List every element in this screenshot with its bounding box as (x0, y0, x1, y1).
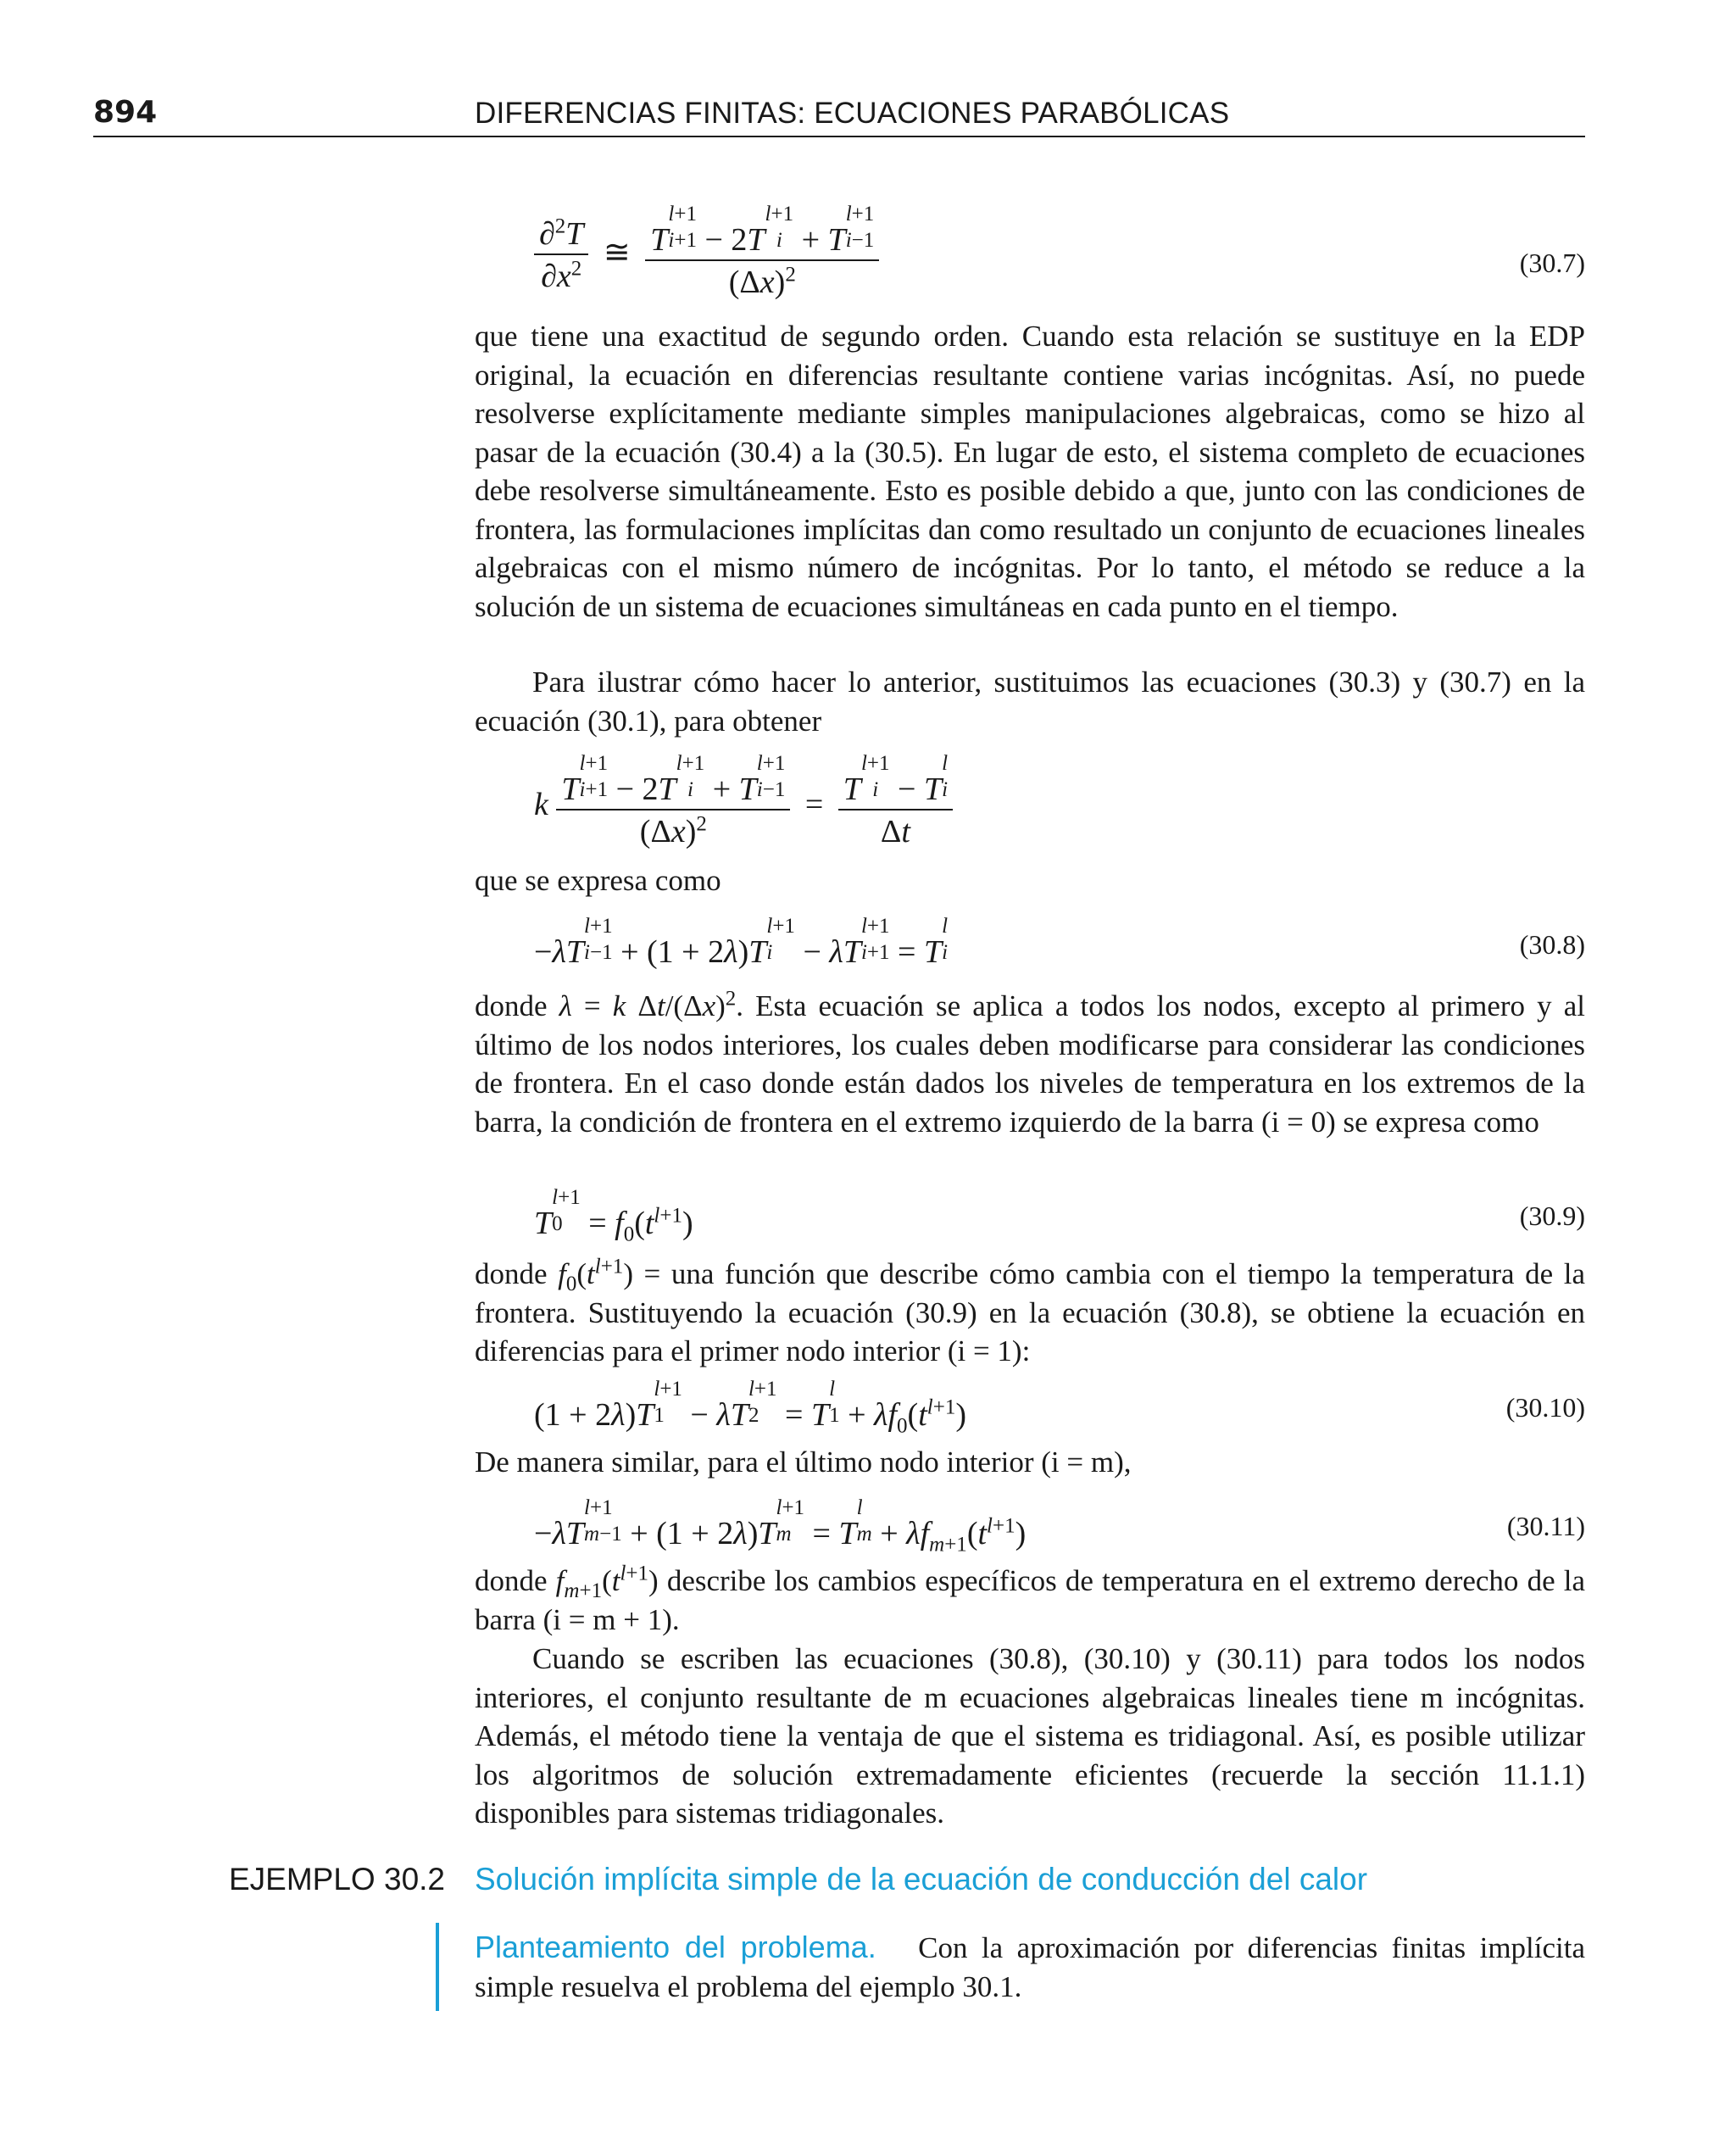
equation-number-30-10: (30.10) (1505, 1392, 1585, 1423)
example-label: EJEMPLO 30.2 (229, 1862, 446, 1897)
paragraph-7-text: ) describe los cambios específicos de temperatura en el extremo derecho de la barra (i = m + 1). (475, 1564, 1585, 1636)
paragraph-3: que se expresa como (475, 864, 721, 897)
equation-30-10: (1 + 2λ)T l+1 1 − λT l+1 2 = T l 1 + $\lambda f_0(t^{l+1})$ (534, 1378, 966, 1438)
header-rule (93, 136, 1585, 137)
paragraph-6: De manera similar, para el último nodo interior (i = m), (475, 1445, 1132, 1479)
running-header-title: DIFERENCIAS FINITAS: ECUACIONES PARABÓLICAS (475, 97, 1230, 130)
spatial-difference-fraction: T l+1 i+1 − 2T l+1 i + T l+1 i−1 $(\Delta x)^2$ (556, 761, 790, 848)
central-difference-fraction: T l+1 i+1 − 2T l+1 i + T l+1 i−1 $(\Delta x)^2$ (645, 212, 879, 298)
problem-statement-heading: Planteamiento del problema. (475, 1930, 876, 1964)
paragraph-4: donde λ = k $\Delta t/(\Delta x)^2$. Esta ecuación se aplica a todos los nodos, excepto al primero y al último de los nodos interiores, los cuales deben modificarse para considerar las condiciones de frontera. En el caso donde están dados los niveles de temperatura en los extremos de la barra, la condición de frontera en el extremo izquierdo de la barra (i = 0) se expresa como (475, 987, 1585, 1139)
equation-number-30-11: (30.11) (1506, 1511, 1585, 1541)
paragraph-5: donde $f_0(t^{l+1})$ = una función que describe cómo cambia con el tiempo la temperatura de la frontera. Sustituyendo la ecuación (30.9) en la ecuación (30.8), se obtiene la ecuación en diferencias para el primer nodo interior (i = 1): (475, 1255, 1585, 1367)
equation-number-30-8: (30.8) (1519, 929, 1585, 960)
equation-implicit-substitution: k T l+1 i+1 − 2T l+1 i + T l+1 i−1 $(\Delta x)^2$ = T l+1 i − T l i Δt (534, 761, 953, 848)
time-difference-fraction: T l+1 i − T l i Δt (838, 761, 953, 848)
equation-30-7: $\frac{\partial^2T}{\partial x^2}$ ≅ T l+1 i+1 − 2T l+1 i + T l+1 i−1 $(\Delta x)^2$ (534, 212, 879, 298)
equation-30-8: −λT l+1 i−1 + (1 + 2λ)T l+1 i − λT l+1 i+1 = T l i (534, 915, 949, 970)
paragraph-1: que tiene una exactitud de segundo orden. Cuando esta relación se sustituye en la EDP original, la ecuación en diferencias resultante contiene varias incógnitas. Así, no puede resolverse explícitamente mediante simples manipulaciones algebraicas, como se hizo al pasar de la ecuación (30.4) a la (30.5). En lugar de esto, el sistema completo de ecuaciones debe resolverse simultáneamente. Esto es posible debido a que, junto con las condiciones de frontera, las formulaciones implícitas dan como resultado un conjunto de ecuaciones lineales algebraicas con el mismo número de incógnitas. Por lo tanto, el método se reduce a la solución de un sistema de ecuaciones simultáneas en cada punto en el tiempo. (475, 320, 1585, 623)
paragraph-7: donde $f_{m+1}(t^{l+1})$ describe los cambios específicos de temperatura en el extremo derecho de la barra (i = m + 1). (475, 1562, 1585, 1636)
equation-number-30-9: (30.9) (1519, 1200, 1585, 1231)
paragraph-8: Cuando se escriben las ecuaciones (30.8), (30.10) y (30.11) para todos los nodos interiores, el conjunto resultante de m ecuaciones algebraicas lineales tiene m incógnitas. Además, el método tiene la ventaja de que el sistema es tridiagonal. Así, es posible utilizar los algoritmos de solución extremadamente eficientes (recuerde la sección 11.1.1) disponibles para sistemas tridiagonales. (475, 1642, 1585, 1830)
paragraph-2: Para ilustrar cómo hacer lo anterior, sustituimos las ecuaciones (30.3) y (30.7) en la ecuación (30.1), para obtener (475, 666, 1585, 738)
paragraph-5-text: ) = una función que describe cómo cambia con el tiempo la temperatura de la frontera. Sustituyendo la ecuación (30.9) en la ecuación (30.8), se obtiene la ecuación en diferencias para el primer nodo interior (i = 1): (475, 1257, 1585, 1367)
example-accent-bar (436, 1923, 439, 2011)
equation-30-9: T l+1 0 = $f_0(t^{l+1})$ (534, 1186, 693, 1246)
second-derivative-fraction: $\frac{\partial^2T}{\partial x^2}$ (534, 218, 588, 292)
problem-statement-body: Con la aproximación por diferencias finitas implícita simple resuelva el problema del ejemplo 30.1. (475, 1931, 1586, 2003)
equation-30-11: −λT l+1 m−1 + (1 + 2λ)T l+1 m = T l m + $\lambda f_{m+1}(t^{l+1})$ (534, 1496, 1027, 1557)
example-title: Solución implícita simple de la ecuación de conducción del calor (475, 1862, 1368, 1897)
equation-number-30-7: (30.7) (1519, 248, 1585, 278)
example-statement (475, 1928, 1585, 2006)
paragraph-4-text: . Esta ecuación se aplica a todos los nodos, excepto al primero y al último de los nodos interiores, los cuales deben modificarse para considerar las condiciones de frontera. En el caso donde están dados los niveles de temperatura en los extremos de la barra, la condición de frontera en el extremo izquierdo de la barra (i = 0) se expresa como (475, 989, 1585, 1139)
page-number: 894 (93, 95, 158, 130)
